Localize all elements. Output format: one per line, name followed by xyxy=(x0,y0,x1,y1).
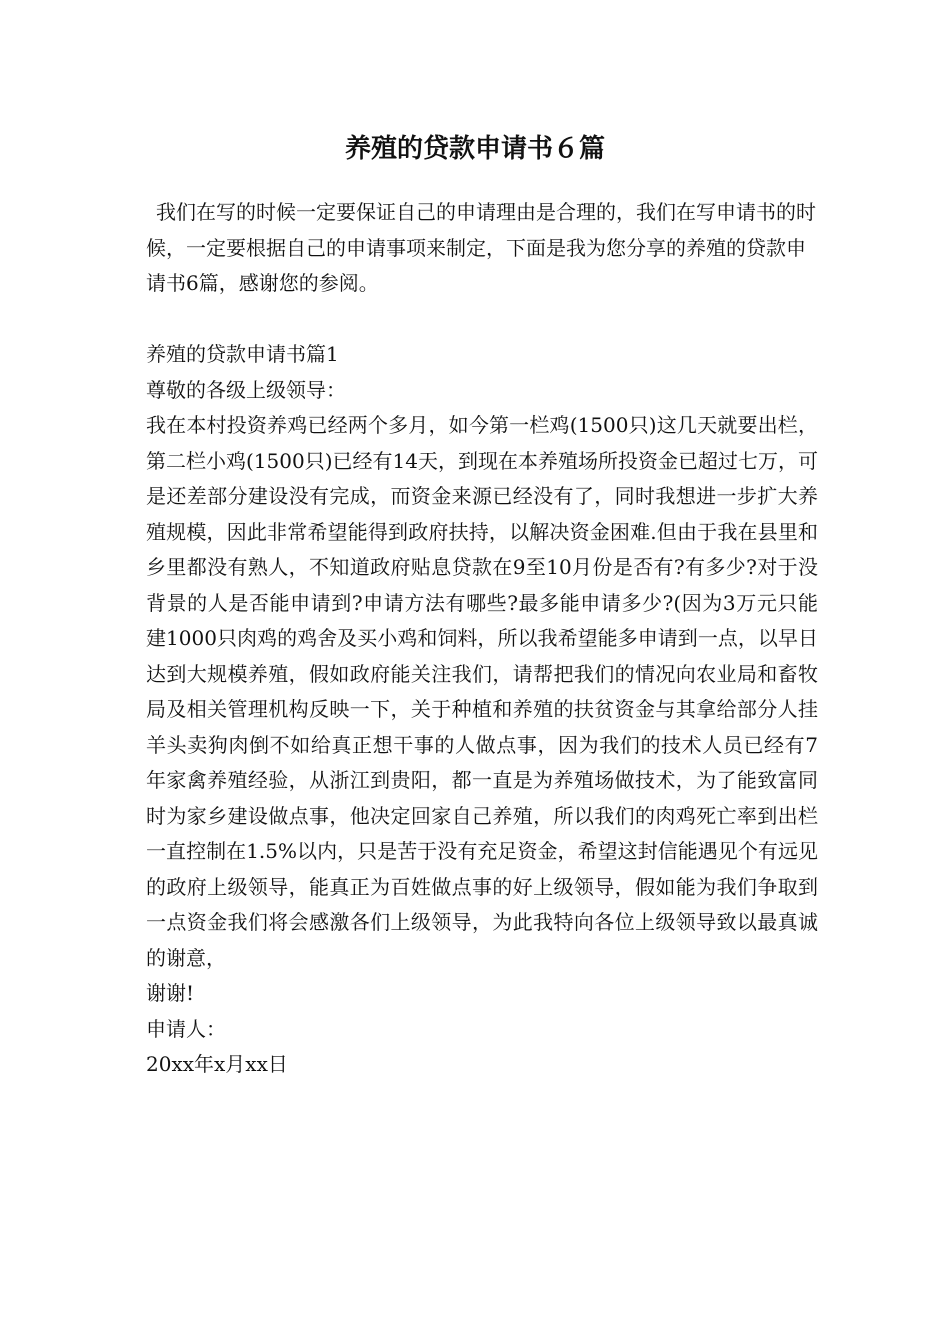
letter-body: 我在本村投资养鸡已经两个多月，如今第一栏鸡(1500只)这几天就要出栏，第二栏小鸡(1500只)已经有14天，到现在本养殖场所投资金已超过七万，可是还差部分建设没有完成，而资金来源已经没有了，同时我想进一步扩大养殖规模，因此非常希望能得到政府扶持，以解决资金困难.但由于我在县里和乡里都没有熟人，不知道政府贴息贷款在9至10月份是否有?有多少?对于没背景的人是否能申请到?申请方法有哪些?最多能申请多少?(因为3万元只能建1000只肉鸡的鸡舍及买小鸡和饲料，所以我希望能多申请到一点，以早日达到大规模养殖，假如政府能关注我们，请帮把我们的情况向农业局和畜牧局及相关管理机构反映一下，关于种植和养殖的扶贫资金与其拿给部分人挂羊头卖狗肉倒不如给真正想干事的人做点事，因为我们的技术人员已经有7年家禽养殖经验，从浙江到贵阳，都一直是为养殖场做技术，为了能致富同时为家乡建设做点事，他决定回家自己养殖，所以我们的肉鸡死亡率到出栏一直控制在1.5%以内，只是苦于没有充足资金，希望这封信能遇见个有远见的政府上级领导，能真正为百姓做点事的好上级领导，假如能为我们争取到一点资金我们将会感激各们上级领导，为此我特向各位上级领导致以最真诚的谢意， xyxy=(146,413,818,970)
document-title: 养殖的贷款申请书６篇 xyxy=(344,134,605,164)
thanks-line: 谢谢! xyxy=(146,981,195,1005)
document-content xyxy=(146,195,818,1083)
paragraph-spacer xyxy=(146,302,818,338)
applicant-line: 申请人： xyxy=(146,1016,226,1041)
section-heading: 养殖的贷款申请书篇1 xyxy=(146,342,339,366)
intro-paragraph: 我们在写的时候一定要保证自己的申请理由是合理的，我们在写申请书的时候，一定要根据自己的申请事项来制定，下面是我为您分享的养殖的贷款申请书6篇，感谢您的参阅。 xyxy=(146,200,816,295)
salutation: 尊敬的各级上级领导： xyxy=(146,377,346,402)
date-line: 20xx年x月xx日 xyxy=(146,1052,288,1076)
